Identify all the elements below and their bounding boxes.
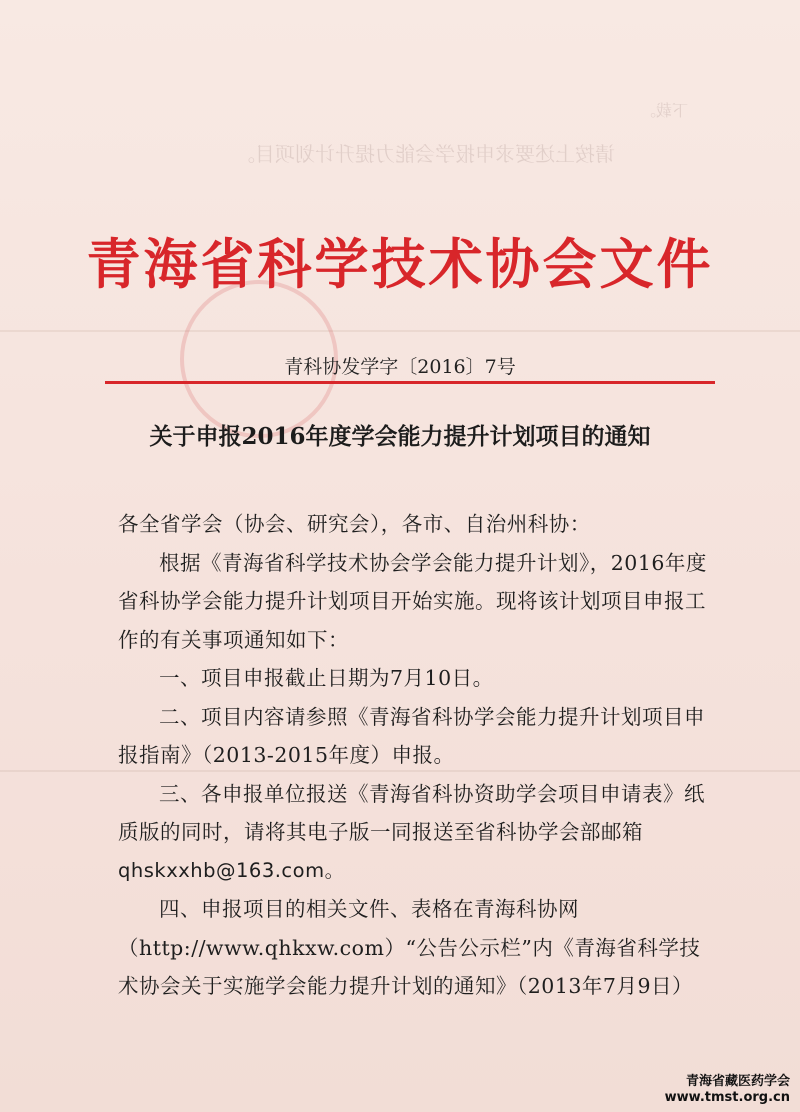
bleed-through-text: 下载。	[640, 101, 689, 120]
red-divider	[105, 381, 715, 384]
email-address: qhskxxhb@163.com。	[118, 858, 345, 882]
document-title: 关于申报2016年度学会能力提升计划项目的通知	[149, 423, 651, 450]
document-number: 青科协发学字〔2016〕7号	[284, 356, 516, 378]
header-title: 青海省科学技术协会文件	[86, 232, 714, 296]
paragraph-item-3: 三、各申报单位报送《青海省科协资助学会项目申请表》纸质版的同时，请将其电子版一同报送至省科协学会部邮箱	[118, 781, 705, 844]
paragraph-intro: 根据《青海省科学技术协会学会能力提升计划》，2016年度省科协学会能力提升计划项目开始实施。现将该计划项目申报工作的有关事项通知如下：	[118, 550, 707, 652]
paragraph-item-1: 一、项目申报截止日期为7月10日。	[159, 666, 494, 690]
watermark-url: www.tmst.org.cn	[664, 1090, 790, 1105]
paragraph-item-2: 二、项目内容请参照《青海省科协学会能力提升计划项目申报指南》（2013-2015年度）申报。	[118, 704, 705, 767]
paper-fold	[0, 330, 800, 332]
document-body	[118, 505, 718, 1006]
salutation: 各全省学会（协会、研究会），各市、自治州科协：	[118, 512, 591, 536]
paragraph-item-4: 四、申报项目的相关文件、表格在青海科协网（http://www.qhkxw.com）“公告公示栏”内《青海省科学技术协会关于实施学会能力提升计划的通知》（2013年7月9日）	[118, 897, 701, 998]
watermark-org: 青海省藏医药学会	[685, 1074, 790, 1089]
bleed-through-text: 请按上述要求申报学会能力提升计划项目。	[235, 142, 615, 166]
site-watermark	[665, 1074, 790, 1106]
